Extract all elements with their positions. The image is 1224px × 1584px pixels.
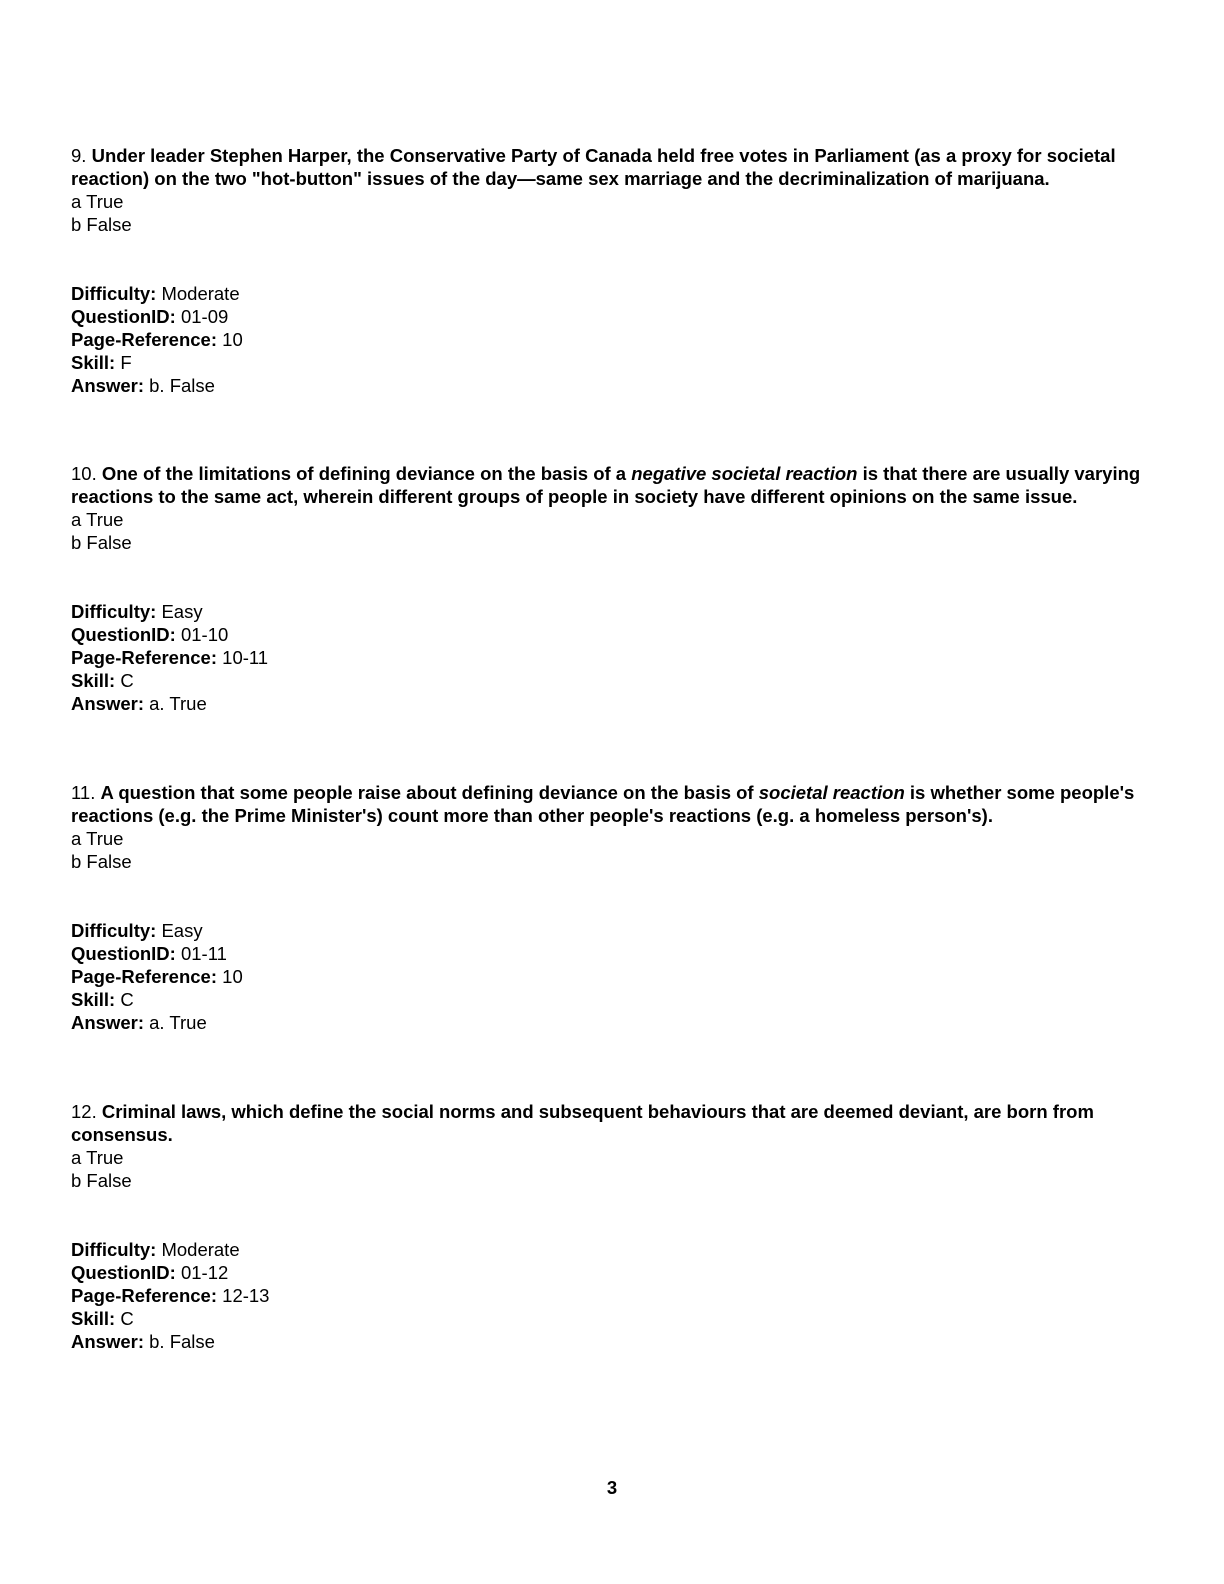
option-a: a True [71,1147,124,1168]
option-a: a True [71,191,124,212]
skill-value: C [120,670,134,691]
skill-value: C [120,1308,134,1329]
answer-line: Answer: a. True [71,1012,207,1033]
page-reference-value: 10 [222,966,243,987]
question-9 [71,144,1151,397]
question-text: A question that some people raise about defining deviance on the basis of societal reaction is whether some people's reactions (e.g. the Prime Minister's) count more than other people's reactions (e.g. a homeless person's). [71,782,1135,826]
difficulty-value: Moderate [161,283,240,304]
page-reference-line: Page-Reference: 10 [71,966,243,987]
question-stem [71,1100,1151,1146]
difficulty-line: Difficulty: Easy [71,920,203,941]
skill-value: C [120,989,134,1010]
answer-value: a. True [149,1012,207,1033]
question-id-line: QuestionID: 01-09 [71,306,229,327]
difficulty-value: Easy [161,920,203,941]
difficulty-value: Easy [161,601,203,622]
page-reference-value: 10 [222,329,243,350]
difficulty-value: Moderate [161,1239,240,1260]
question-text: Under leader Stephen Harper, the Conservative Party of Canada held free votes in Parliament (as a proxy for societal reaction) on the two "hot-button" issues of the day—same sex marriage and the decriminalization of marijuana. [71,145,1116,189]
option-b: b False [71,1170,132,1191]
question-11 [71,781,1151,1034]
option-a: a True [71,509,124,530]
question-number: 12. [71,1101,97,1122]
page-reference-line: Page-Reference: 10 [71,329,243,350]
question-number: 11. [71,782,96,803]
page-number: 3 [606,1477,618,1498]
question-id-line: QuestionID: 01-10 [71,624,229,645]
difficulty-line: Difficulty: Easy [71,601,203,622]
option-b: b False [71,851,132,872]
skill-line: Skill: C [71,989,134,1010]
question-metadata [71,600,1151,692]
question-id-value: 01-09 [180,306,229,327]
skill-line: Skill: F [71,352,132,373]
page-reference-line: Page-Reference: 12-13 [71,1285,270,1306]
page-reference-value: 12-13 [222,1285,270,1306]
question-id-line: QuestionID: 01-12 [71,1262,229,1283]
option-a: a True [71,828,124,849]
question-stem [71,781,1151,827]
question-number: 10. [71,463,97,484]
difficulty-line: Difficulty: Moderate [71,1239,240,1260]
question-id-value: 01-12 [180,1262,229,1283]
question-text: Criminal laws, which define the social norms and subsequent behaviours that are deemed deviant, are born from consensus. [71,1101,1094,1145]
question-metadata [71,919,1151,1011]
question-metadata [71,282,1151,374]
page-reference-line: Page-Reference: 10-11 [71,647,269,668]
skill-value: F [120,352,132,373]
question-12 [71,1100,1151,1353]
question-stem [71,144,1151,190]
question-10 [71,462,1151,715]
page-reference-value: 10-11 [222,647,269,668]
skill-line: Skill: C [71,1308,134,1329]
answer-value: b. False [149,375,215,396]
answer-value: b. False [149,1331,215,1352]
question-text: One of the limitations of defining deviance on the basis of a negative societal reaction is that there are usually varying reactions to the same act, wherein different groups of people in society have different opinions on the same issue. [71,463,1141,507]
answer-value: a. True [149,693,207,714]
question-number: 9. [71,145,87,166]
question-metadata [71,1238,1151,1330]
skill-line: Skill: C [71,670,134,691]
option-b: b False [71,214,132,235]
option-b: b False [71,532,132,553]
question-id-value: 01-11 [180,943,227,964]
difficulty-line: Difficulty: Moderate [71,283,240,304]
question-stem [71,462,1151,508]
question-id-line: QuestionID: 01-11 [71,943,227,964]
answer-line: Answer: b. False [71,1331,215,1352]
answer-line: Answer: b. False [71,375,215,396]
answer-line: Answer: a. True [71,693,207,714]
question-id-value: 01-10 [180,624,229,645]
